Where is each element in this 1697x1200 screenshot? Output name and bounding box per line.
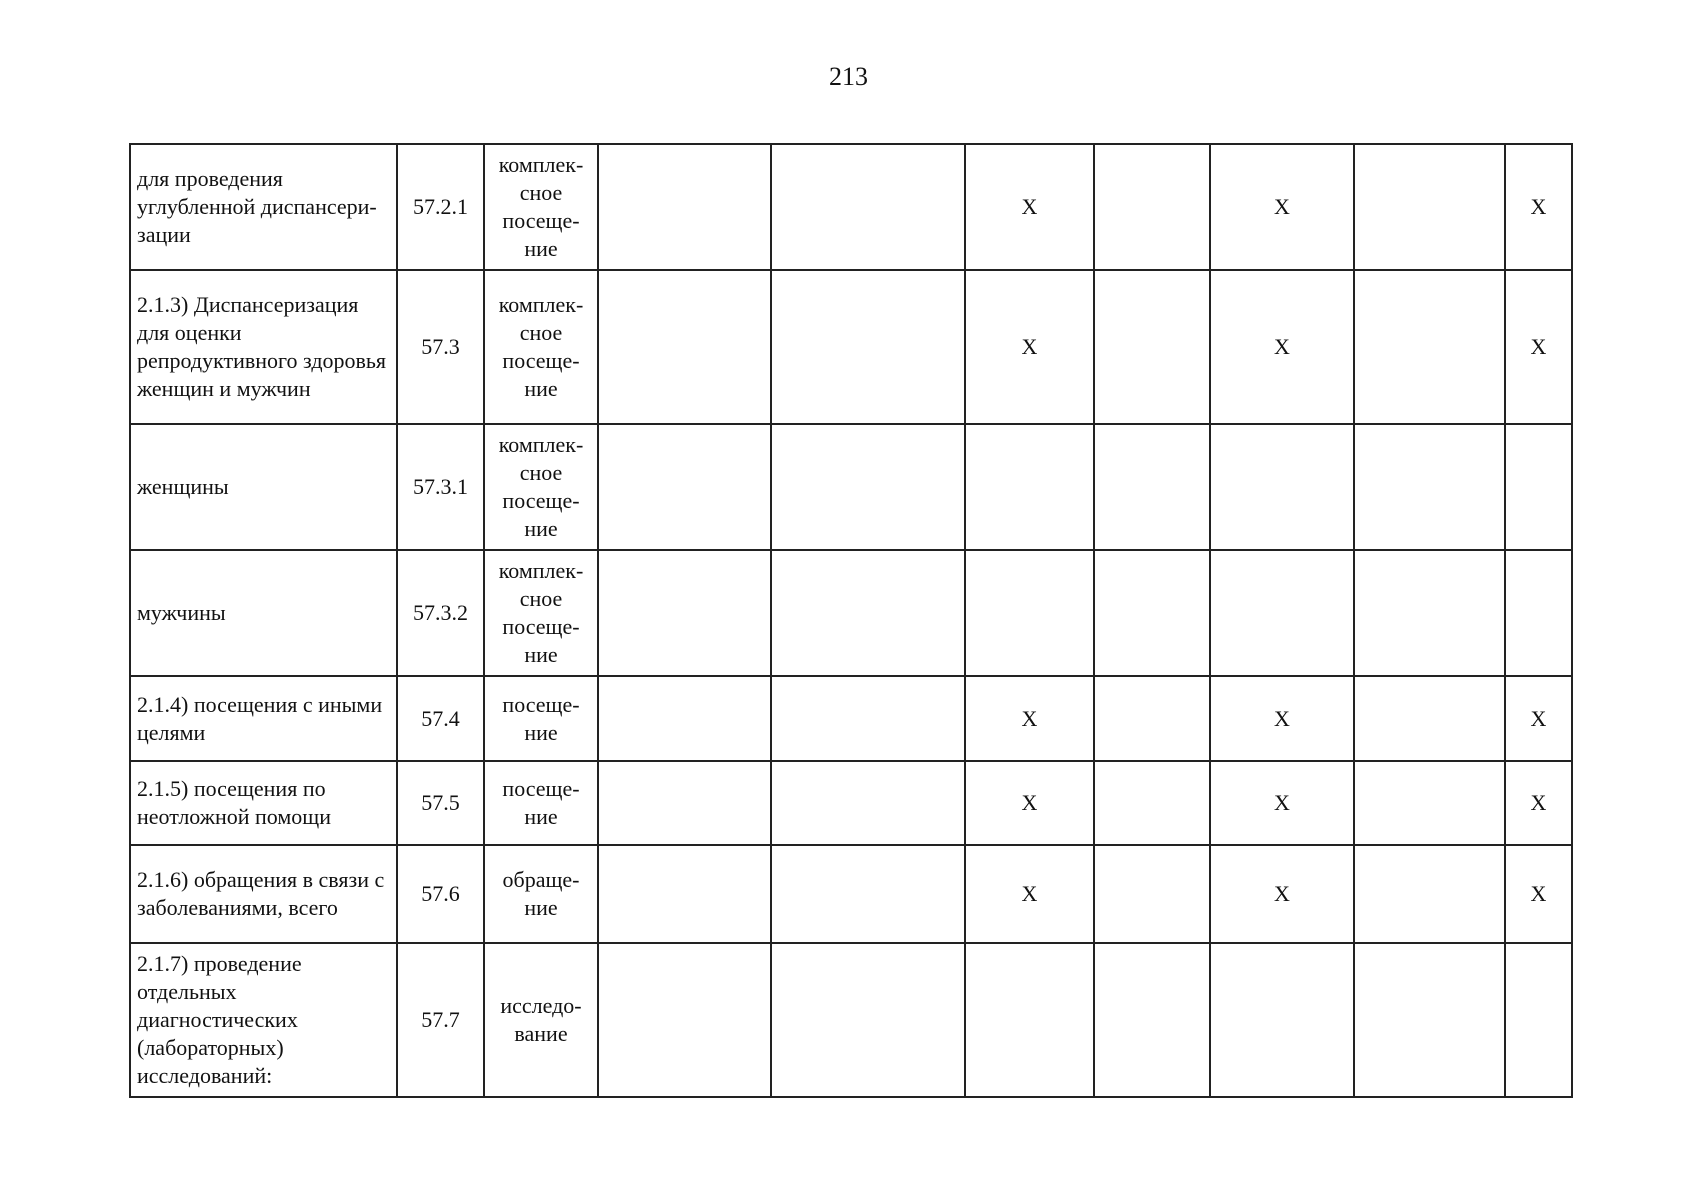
cell-col8	[1210, 424, 1354, 550]
row-unit: комплек-сное посеще-ние	[484, 270, 598, 424]
cell-col9	[1354, 144, 1505, 270]
cell-col7	[1094, 550, 1210, 676]
row-label: для проведения углубленной диспансери-зации	[130, 144, 397, 270]
cell-col5	[771, 424, 965, 550]
cell-col5	[771, 943, 965, 1097]
cell-col9	[1354, 761, 1505, 845]
cell-col8	[1210, 943, 1354, 1097]
row-unit: обраще-ние	[484, 845, 598, 943]
cell-col10	[1505, 943, 1572, 1097]
row-unit: комплек-сное посеще-ние	[484, 424, 598, 550]
table-row	[130, 550, 1572, 676]
row-code: 57.3	[397, 270, 484, 424]
cell-col7	[1094, 761, 1210, 845]
table-row	[130, 424, 1572, 550]
cell-col10: X	[1505, 845, 1572, 943]
table-row	[130, 845, 1572, 943]
cell-col6: X	[965, 676, 1094, 761]
cell-col5	[771, 144, 965, 270]
cell-col4	[598, 943, 771, 1097]
cell-col7	[1094, 676, 1210, 761]
row-unit: посеще-ние	[484, 761, 598, 845]
row-unit: комплек-сное посеще-ние	[484, 144, 598, 270]
cell-col7	[1094, 144, 1210, 270]
cell-col7	[1094, 270, 1210, 424]
table-row	[130, 676, 1572, 761]
row-code: 57.3.2	[397, 550, 484, 676]
cell-col8: X	[1210, 845, 1354, 943]
cell-col10	[1505, 424, 1572, 550]
cell-col6	[965, 550, 1094, 676]
cell-col5	[771, 270, 965, 424]
row-label: 2.1.3) Диспансеризация для оценки репродуктивного здоровья женщин и мужчин	[130, 270, 397, 424]
cell-col10: X	[1505, 270, 1572, 424]
cell-col5	[771, 550, 965, 676]
cell-col5	[771, 676, 965, 761]
cell-col4	[598, 676, 771, 761]
row-label: 2.1.4) посещения с иными целями	[130, 676, 397, 761]
row-code: 57.7	[397, 943, 484, 1097]
cell-col4	[598, 424, 771, 550]
cell-col8: X	[1210, 676, 1354, 761]
cell-col10: X	[1505, 144, 1572, 270]
cell-col9	[1354, 845, 1505, 943]
cell-col5	[771, 845, 965, 943]
cell-col8: X	[1210, 761, 1354, 845]
table-row	[130, 270, 1572, 424]
cell-col6: X	[965, 761, 1094, 845]
cell-col7	[1094, 424, 1210, 550]
row-code: 57.6	[397, 845, 484, 943]
cell-col9	[1354, 676, 1505, 761]
cell-col6: X	[965, 845, 1094, 943]
row-unit: посеще-ние	[484, 676, 598, 761]
cell-col8: X	[1210, 144, 1354, 270]
row-label: женщины	[130, 424, 397, 550]
cell-col8: X	[1210, 270, 1354, 424]
cell-col7	[1094, 845, 1210, 943]
cell-col9	[1354, 424, 1505, 550]
cell-col10	[1505, 550, 1572, 676]
table-row	[130, 144, 1572, 270]
cell-col10: X	[1505, 761, 1572, 845]
cell-col6	[965, 943, 1094, 1097]
cell-col6: X	[965, 144, 1094, 270]
page-number: 213	[829, 62, 868, 91]
cell-col9	[1354, 270, 1505, 424]
row-label: 2.1.7) проведение отдельных диагностических (лабораторных) исследований:	[130, 943, 397, 1097]
cell-col4	[598, 270, 771, 424]
cell-col9	[1354, 550, 1505, 676]
cell-col6: X	[965, 270, 1094, 424]
cell-col7	[1094, 943, 1210, 1097]
data-table	[129, 143, 1573, 1098]
cell-col4	[598, 761, 771, 845]
row-unit: комплек-сное посеще-ние	[484, 550, 598, 676]
cell-col4	[598, 845, 771, 943]
cell-col6	[965, 424, 1094, 550]
row-code: 57.4	[397, 676, 484, 761]
cell-col5	[771, 761, 965, 845]
row-code: 57.5	[397, 761, 484, 845]
row-label: 2.1.6) обращения в связи с заболеваниями, всего	[130, 845, 397, 943]
cell-col4	[598, 144, 771, 270]
cell-col9	[1354, 943, 1505, 1097]
table-row	[130, 943, 1572, 1097]
row-code: 57.2.1	[397, 144, 484, 270]
cell-col10: X	[1505, 676, 1572, 761]
row-code: 57.3.1	[397, 424, 484, 550]
cell-col8	[1210, 550, 1354, 676]
table-row	[130, 761, 1572, 845]
row-unit: исследо-вание	[484, 943, 598, 1097]
row-label: 2.1.5) посещения по неотложной помощи	[130, 761, 397, 845]
row-label: мужчины	[130, 550, 397, 676]
cell-col4	[598, 550, 771, 676]
